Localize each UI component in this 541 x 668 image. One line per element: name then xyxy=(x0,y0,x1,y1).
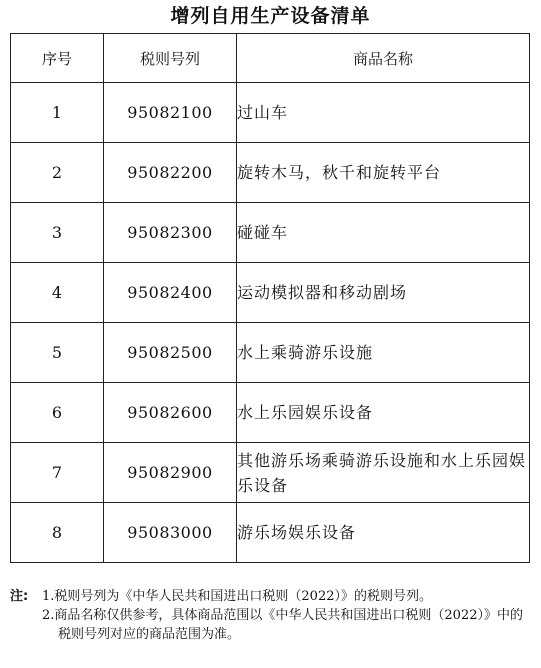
table-row xyxy=(11,83,530,143)
row-serial-number: 5 xyxy=(11,323,104,383)
footnote-1 xyxy=(10,587,535,606)
row-tariff-code: 95082600 xyxy=(104,383,237,443)
row-tariff-code: 95082400 xyxy=(104,263,237,323)
row-tariff-code: 95082200 xyxy=(104,143,237,203)
row-product-name: 过山车 xyxy=(237,83,530,143)
footnote-2-text: 2.商品名称仅供参考，具体商品范围以《中华人民共和国进出口税则（2022）》中的税则号列对应的商品范围为准。 xyxy=(42,608,523,642)
document-title: 增列自用生产设备清单 xyxy=(170,5,371,27)
row-serial-number: 6 xyxy=(11,383,104,443)
row-tariff-code: 95082900 xyxy=(104,443,237,503)
table-row xyxy=(11,203,530,263)
table-row xyxy=(11,443,530,503)
footnotes xyxy=(10,587,535,644)
row-product-name: 旋转木马，秋千和旋转平台 xyxy=(237,143,530,203)
row-product-name: 其他游乐场乘骑游乐设施和水上乐园娱乐设备 xyxy=(237,443,530,503)
row-serial-number: 8 xyxy=(11,503,104,563)
table-row xyxy=(11,263,530,323)
row-product-name: 碰碰车 xyxy=(237,203,530,263)
row-serial-number: 2 xyxy=(11,143,104,203)
row-product-name: 水上乐园娱乐设备 xyxy=(237,383,530,443)
header-tariff-code: 税则号列 xyxy=(104,34,237,83)
row-serial-number: 3 xyxy=(11,203,104,263)
table-row xyxy=(11,323,530,383)
table-row xyxy=(11,383,530,443)
row-product-name: 运动模拟器和移动剧场 xyxy=(237,263,530,323)
footnote-2 xyxy=(10,606,535,644)
notes-label: 注: xyxy=(10,589,29,604)
row-tariff-code: 95083000 xyxy=(104,503,237,563)
table-row xyxy=(11,503,530,563)
equipment-table xyxy=(10,33,530,563)
row-tariff-code: 95082500 xyxy=(104,323,237,383)
header-serial-number: 序号 xyxy=(11,34,104,83)
row-serial-number: 1 xyxy=(11,83,104,143)
table-header-row xyxy=(11,34,530,83)
row-product-name: 游乐场娱乐设备 xyxy=(237,503,530,563)
row-serial-number: 4 xyxy=(11,263,104,323)
row-serial-number: 7 xyxy=(11,443,104,503)
header-product-name: 商品名称 xyxy=(237,34,530,83)
footnote-1-text: 1.税则号列为《中华人民共和国进出口税则（2022）》的税则号列。 xyxy=(42,589,432,604)
table-row xyxy=(11,143,530,203)
row-product-name: 水上乘骑游乐设施 xyxy=(237,323,530,383)
row-tariff-code: 95082300 xyxy=(104,203,237,263)
row-tariff-code: 95082100 xyxy=(104,83,237,143)
